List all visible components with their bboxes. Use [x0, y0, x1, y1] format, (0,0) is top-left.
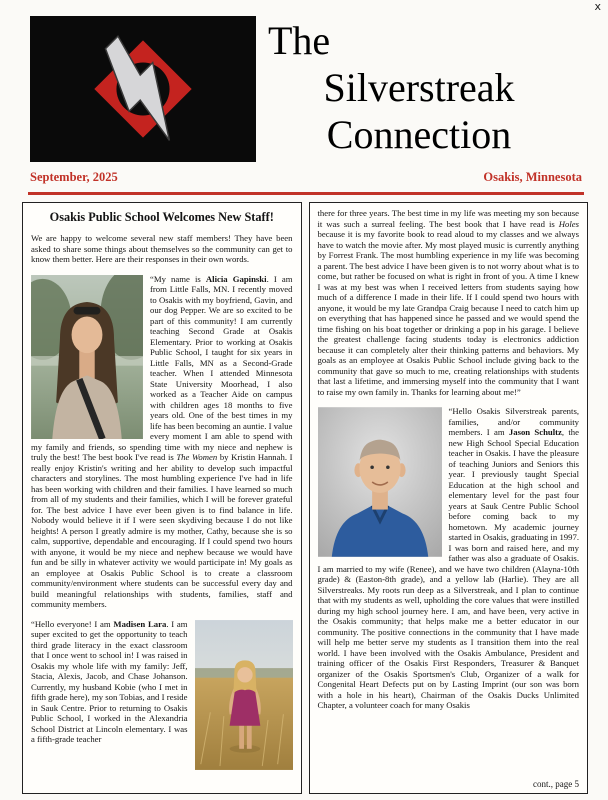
continued-note: cont., page 5: [523, 778, 579, 790]
close-mark[interactable]: x: [594, 0, 601, 13]
issue-date: September, 2025: [30, 170, 118, 184]
left-column: [22, 202, 302, 794]
article-columns: [22, 202, 588, 794]
dateline: [30, 170, 582, 185]
masthead-title: [256, 16, 582, 162]
madisen-lara-photo: [195, 620, 293, 770]
title-line-silverstreak: Silverstreak: [323, 65, 515, 110]
alicia-gapinski-photo: [31, 275, 143, 439]
logo-panel: [30, 16, 256, 162]
madisen-paragraph: [31, 619, 293, 745]
masthead: [30, 16, 582, 162]
alicia-paragraph-text: “My name is Alicia Gapinski. I am from Little Falls, MN. I recently moved to Osakis with my boyfriend, Gavin, and our dog Pepper. We are so excited to be part of this community! I am currently teaching Second Grade at Osakis Elementary. Prior to working at Osakis Public School, I taught for six years in Little Falls, MN as a Second-Grade teacher. When I attended Minnesota State University Moorhead, I also worked as a Teacher Aide on campus with children ages 18 months to five years old. One of the best times in my life has been becoming an auntie. I value every moment I am able to spend with my family and friends, so spending time with my niece and nephew is truly the best! The best book I've read is The Women by Kristin Hannah. I really enjoy Kristin's writing and her ability to develop such impactful characters and storylines. The most humbling experience I've had in life has been working with children and their families. I have learned so much from all of my students and their families, which I will be forever grateful for. The best advice I have ever been given is to find balance in life. Nobody would believe it if I were seen skydiving because I do not like heights! A person I greatly admire is my mother, Cathy, because she is so calm, supportive, dependable and encouraging. If I could spend two hours with anyone, it would be my niece and nephew because we would have fun and be silly in whatever activity we would participate in! My goals as an employee at Osakis Public School is to create a classroom community/environment where students can be successful every day and build meaningful relationships with students, families, staff and community members.: [31, 273, 293, 609]
silverstreak-lightning-logo-icon: [84, 30, 202, 148]
title-line-the: The: [268, 18, 331, 63]
red-rule: [28, 192, 584, 195]
right-column: [309, 202, 589, 794]
issue-location: Osakis, Minnesota: [483, 170, 582, 184]
jason-paragraph: [318, 406, 580, 711]
madisen-paragraph-text: “Hello everyone! I am Madisen Lara. I am super excited to get the opportunity to teach third grade literacy in the exact classroom that I once went to school in! I was raised in Osakis my whole life with my family: Jeff, Stacia, Alexis, Jacob, and Chase Johanson. Currently, my husband Kobie (who I met in fifth grade here), my son Tobias, and I reside in Sauk Centre. Prior to returning to Osakis Public School, I worked in the Alexandria School District at Lincoln elementary. I was a fifth-grade teacher: [31, 618, 188, 744]
continuation-paragraph-text: there for three years. The best time in my life was meeting my son because it was such a surreal feeling. The best book that I have read is Holes because it is my favorite book to read aloud to my classes and we always have to watch the movie after. My most played music is currently anything by Forrest Frank. The most humbling experience in my life was becoming a parent. The best advice I have been given is to not worry about what is to come, but rather be focused on what is right in front of you. A time I knew I was at my best was when I received letters from students saying how much of a difference I made in their life. If I could spend two hours with anyone, it would be my late Grandpa Craig because I need to catch him up on everything that has happened since he passed and we would spend the time fishing on his boat together or drinking a pop in his garage. I believe the greatest challenge facing students today is electronics addiction because it can completely alter their thinking patterns and behaviors. My goals as an employee at Osakis Public School include giving back to the community that gave so much to me, creating relationships with students that last a lifetime, and immersing myself into the community that I want to raise my own family in. Thanks for learning about me!”: [317, 208, 579, 397]
intro-paragraph: We are happy to welcome several new staff members! They have been asked to share some things about themselves so the community can get to know them better. Here are their responses in their own words.: [31, 233, 293, 264]
continuation-paragraph: [318, 208, 580, 397]
alicia-paragraph: [31, 274, 293, 610]
title-line-connection: Connection: [326, 112, 512, 157]
jason-paragraph-text: “Hello Osakis Silverstreak parents, families, and/or community members. I am Jason Schultz, the new High School Special Education teacher in Osakis. I have the pleasure of teaching Juniors and Seniors this year. I previously taught Special Education at the high school and elementary level for the past four years at Sauk Centre Public School before coming back to my hometown. My academic journey started in Osakis, graduating in 1997. I was born and raised here, and my father was also a graduate of Osakis. I am married to my wife (Renee), and we have two children (Alayna-10th grade) & (Easton-8th grade), and a yellow lab (Harlie). They are all Silverstreaks. My roots run deep as a Silverstreak, and I plan to continue that with my students as well, upholding the core values that were instilled during my high school journey here. I am, and have been, very active in the Osakis community; that helps make me a better educator in our community. The positive connections in the community that I have made will help me better serve my students as I transition them into the real world. I have been involved with the Osakis Ambulance, President and training officer of the Osakis First Responders, Treasurer & Banquet organizer of the Osakis Sportsmen's Club, Organizer of a walk for Congenital Heart Defects put on by Lasting Imprint (our son was born with a hole in his heart), Chairman of the Osakis Ducks Unlimited Chapter, a volunteer coach for many Osakis: [317, 406, 579, 710]
headline: Osakis Public School Welcomes New Staff!: [49, 210, 274, 224]
jason-schultz-photo: [318, 407, 442, 557]
